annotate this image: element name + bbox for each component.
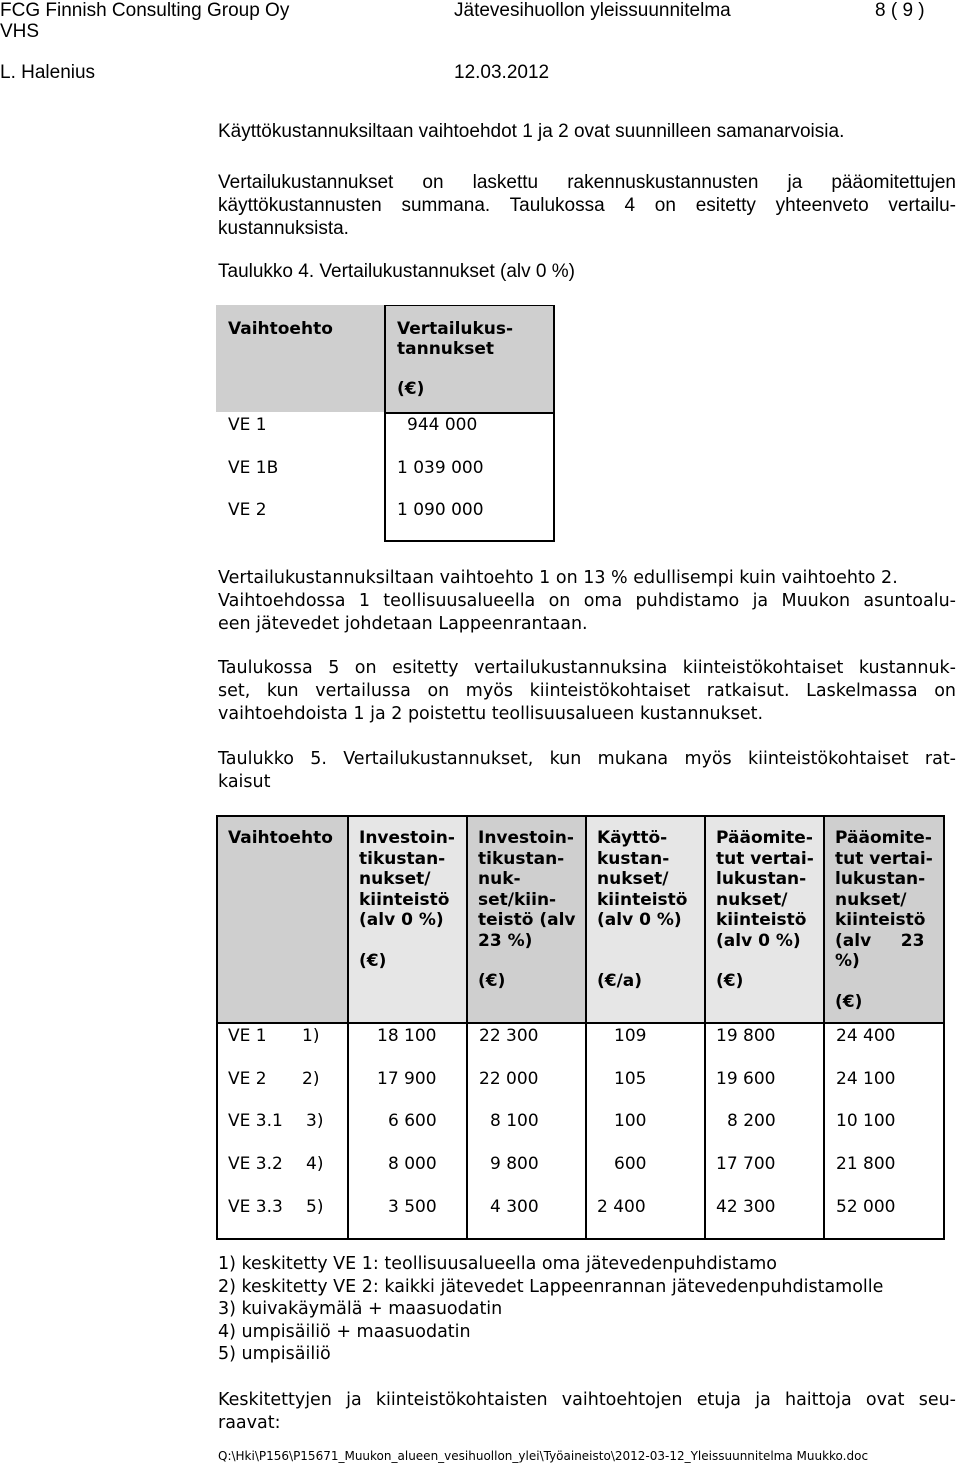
- table4-row-cost: 1 039 000: [397, 458, 484, 478]
- table5-cell: 8 100: [490, 1111, 539, 1131]
- table4-row-option: VE 2: [228, 500, 267, 520]
- footnote: 3) kuivakäymälä + maasuodatin: [218, 1299, 503, 1319]
- table5: [216, 815, 945, 1240]
- table5-cell: 105: [614, 1069, 647, 1089]
- table5-cell: 100: [614, 1111, 647, 1131]
- table4-header-cost-line2: tannukset: [397, 339, 494, 359]
- table5-cell: 8 200: [727, 1111, 776, 1131]
- paragraph-2: Vertailukustannukset on laskettu rakennuskustannusten ja pääomitettujen käyttökustannusten summana. Taulukossa 4 on esitetty yhteenveto vertailu- kustannuksista.: [218, 172, 956, 239]
- table5-footnotes: [218, 1253, 883, 1366]
- table5-cell: 8 000: [388, 1154, 437, 1174]
- table5-cell: 24 400: [836, 1026, 896, 1046]
- table5-cell: 19 800: [716, 1026, 776, 1046]
- header-company: FCG Finnish Consulting Group Oy: [0, 0, 290, 21]
- table5-cell: 2 400: [597, 1197, 646, 1217]
- table5-row-note: 5): [306, 1197, 324, 1217]
- header-page-number: 8 ( 9 ): [875, 0, 925, 21]
- footnote: 5) umpisäiliö: [218, 1344, 331, 1364]
- table5-cell: 22 000: [479, 1069, 539, 1089]
- table5-cell: 9 800: [490, 1154, 539, 1174]
- table5-cell: 22 300: [479, 1026, 539, 1046]
- table5-cell: 42 300: [716, 1197, 776, 1217]
- table5-cell: 3 500: [388, 1197, 437, 1217]
- table5-row-option: VE 2: [228, 1069, 267, 1089]
- table4-row-cost: 944 000: [407, 415, 478, 435]
- table4-row-option: VE 1B: [228, 458, 279, 478]
- table5-caption: Taulukko 5. Vertailukustannukset, kun mukana myös kiinteistökohtaiset rat- kaisut: [218, 749, 956, 792]
- table5-cell: 10 100: [836, 1111, 896, 1131]
- table5-cell: 600: [614, 1154, 647, 1174]
- table4-header-unit: (€): [397, 379, 425, 399]
- table5-row-option: VE 3.2: [228, 1154, 283, 1174]
- header-document-title: Jätevesihuollon yleissuunnitelma: [454, 0, 731, 21]
- table5-row-option: VE 1: [228, 1026, 267, 1046]
- paragraph-4: Taulukossa 5 on esitetty vertailukustannuksina kiinteistökohtaiset kustannuk- set, kun vertailussa on myös kiinteistökohtaiset ratkaisut. Laskelmassa on vaihtoehdoista 1 ja 2 poistettu teollisuusalueen kustannukset.: [218, 658, 956, 724]
- footnote: 2) keskitetty VE 2: kaikki jätevedet Lappeenrannan jätevedenpuhdistamolle: [218, 1276, 884, 1297]
- footnote: 4) umpisäiliö + maasuodatin: [218, 1321, 471, 1342]
- table5-row-option: VE 3.1: [228, 1111, 283, 1131]
- table5-cell: 18 100: [377, 1026, 437, 1046]
- header-author: L. Halenius: [0, 62, 96, 83]
- closing-paragraph: Keskitettyjen ja kiinteistökohtaisten vaihtoehtojen etuja ja haittoja ovat seu- raavat:: [218, 1390, 956, 1433]
- table5-cell: 21 800: [836, 1154, 896, 1174]
- paragraph-3: Vertailukustannuksiltaan vaihtoehto 1 on 13 % edullisempi kuin vaihtoehto 2. Vaihtoehdossa 1 teollisuusalueella on oma puhdistamo ja Muukon asuntoalu- een jätevedet johdetaan Lappeenrantaan.: [218, 568, 956, 634]
- table5-cell: 6 600: [388, 1111, 437, 1131]
- table5-cell: 17 900: [377, 1069, 437, 1089]
- table5-row-note: 4): [306, 1154, 324, 1174]
- footnote: 1) keskitetty VE 1: teollisuusalueella oma jätevedenpuhdistamo: [218, 1254, 777, 1274]
- table5-row-option: VE 3.3: [228, 1197, 283, 1217]
- table4: [216, 305, 555, 542]
- table5-header-capitalized-alv0: Pääomite- tut vertai- lukustan- nukset/ kiinteistö (alv 0 %) (€): [716, 828, 814, 991]
- table4-caption: Taulukko 4. Vertailukustannukset (alv 0 %): [218, 261, 575, 282]
- table5-header-operating: Käyttö- kustan- nukset/ kiinteistö (alv 0 %) (€/a): [597, 828, 688, 991]
- table4-row-option: VE 1: [228, 415, 267, 435]
- table5-header-capitalized-alv23: Pääomite- tut vertai- lukustan- nukset/ kiinteistö (alv 23 %) (€): [835, 828, 933, 1012]
- paragraph-1: Käyttökustannuksiltaan vaihtoehdot 1 ja 2 ovat suunnilleen samanarvoisia.: [218, 121, 845, 142]
- table4-header-cost-line1: Vertailukus-: [397, 319, 514, 339]
- header-date: 12.03.2012: [454, 62, 550, 83]
- table5-header-investment-alv23: Investoin- tikustan- nuk- set/kiin- teistö (alv 23 %) (€): [478, 828, 576, 991]
- table5-row-note: 1): [302, 1026, 320, 1046]
- table4-header-option: Vaihtoehto: [228, 319, 333, 339]
- table5-cell: 52 000: [836, 1197, 896, 1217]
- table5-header-option: Vaihtoehto: [228, 828, 333, 848]
- header-unit: VHS: [0, 21, 40, 42]
- table5-row-note: 3): [306, 1111, 324, 1131]
- table4-row-cost: 1 090 000: [397, 500, 484, 520]
- table5-cell: 24 100: [836, 1069, 896, 1089]
- table5-cell: 17 700: [716, 1154, 776, 1174]
- footer-file-path: Q:\Hki\P156\P15671_Muukon_alueen_vesihuollon_ylei\Työaineisto\2012-03-12_Yleissuunnitelma Muukko.doc: [218, 1449, 869, 1463]
- table5-cell: 19 600: [716, 1069, 776, 1089]
- table5-cell: 109: [614, 1026, 647, 1046]
- table5-cell: 4 300: [490, 1197, 539, 1217]
- table5-header-investment-alv0: Investoin- tikustan- nukset/ kiinteistö (alv 0 %) (€): [359, 828, 455, 971]
- table5-row-note: 2): [302, 1069, 320, 1089]
